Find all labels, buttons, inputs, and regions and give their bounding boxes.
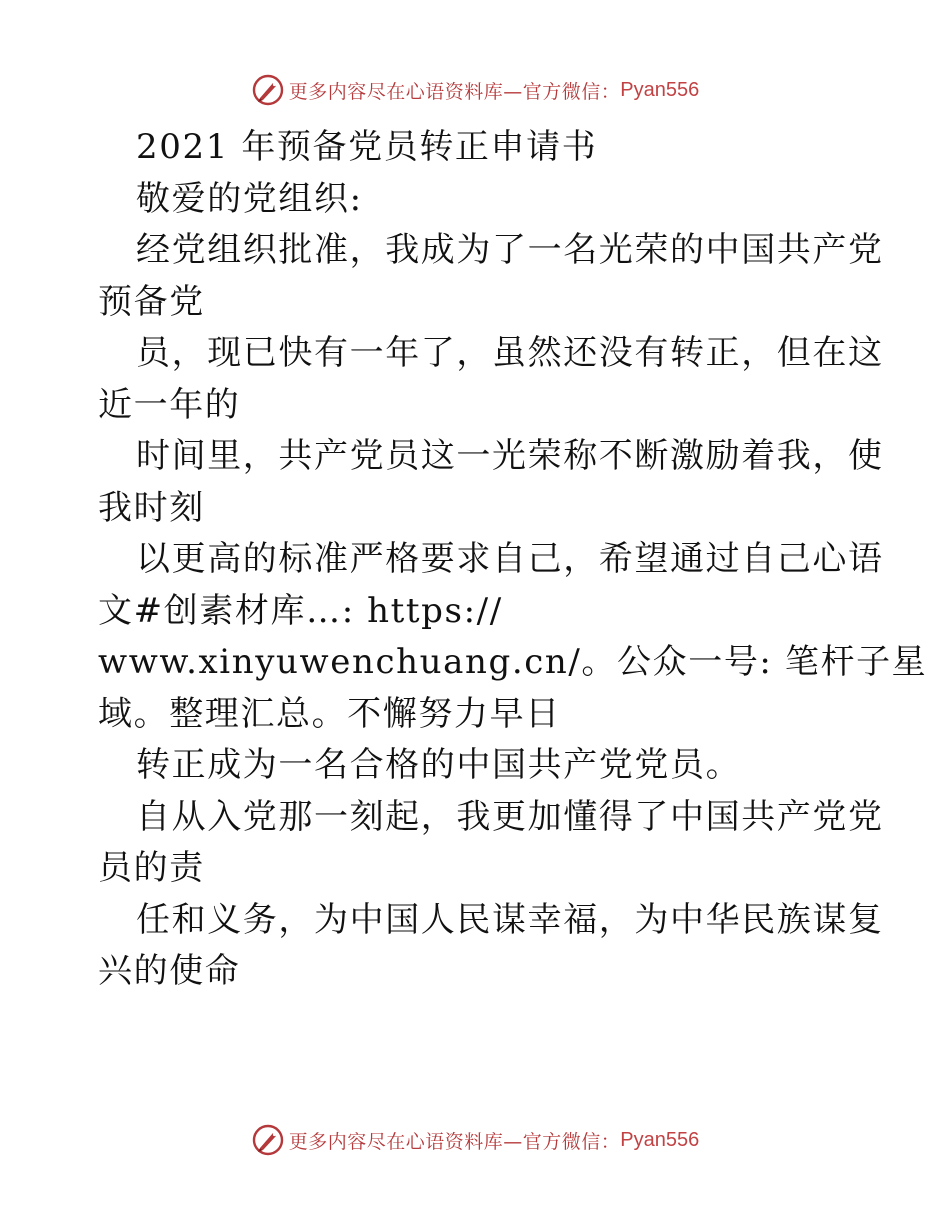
document-body [98, 122, 928, 998]
paragraph-line: 员的责 [98, 848, 205, 888]
wechat-id: Pyan556 [620, 1128, 700, 1151]
paragraph-line: 经党组织批准，我成为了一名光荣的中国共产党 [136, 230, 884, 270]
paragraph-line: 兴的使命 [98, 951, 241, 991]
paragraph-line: www.xinyuwenchuang.cn/。公众一号: 笔杆子星 [98, 642, 928, 682]
salutation: 敬爱的党组织: [136, 178, 363, 219]
paragraph-line: 域。整理汇总。不懈努力早日 [98, 693, 561, 734]
paragraph-line: 任和义务，为中国人民谋幸福，为中华民族谋复 [136, 899, 884, 940]
paragraph-line: 我时刻 [98, 487, 205, 528]
paragraph-line: 以更高的标准严格要求自己，希望通过自己心语 [136, 539, 884, 579]
paragraph-line: 员，现已快有一年了，虽然还没有转正，但在这 [136, 333, 884, 373]
document-title: 2021 年预备党员转正申请书 [136, 127, 598, 167]
paragraph-line: 文#创素材库…: https:// [98, 590, 503, 631]
paragraph-line: 转正成为一名合格的中国共产党党员。 [136, 745, 742, 785]
footer-banner [0, 1120, 950, 1160]
banner-text: 更多内容尽在心语资料库—官方微信： [288, 1130, 621, 1153]
banner-text: 更多内容尽在心语资料库—官方微信： [288, 80, 621, 103]
paragraph-line: 自从入党那一刻起，我更加懂得了中国共产党党 [136, 796, 884, 837]
pen-logo-icon [251, 73, 285, 107]
paragraph-line: 近一年的 [98, 384, 241, 425]
paragraph-line: 预备党 [98, 281, 205, 322]
pen-logo-icon [251, 1123, 285, 1157]
header-banner [0, 70, 950, 110]
wechat-id: Pyan556 [620, 78, 700, 101]
paragraph-line: 时间里，共产党员这一光荣称不断激励着我，使 [136, 436, 884, 476]
